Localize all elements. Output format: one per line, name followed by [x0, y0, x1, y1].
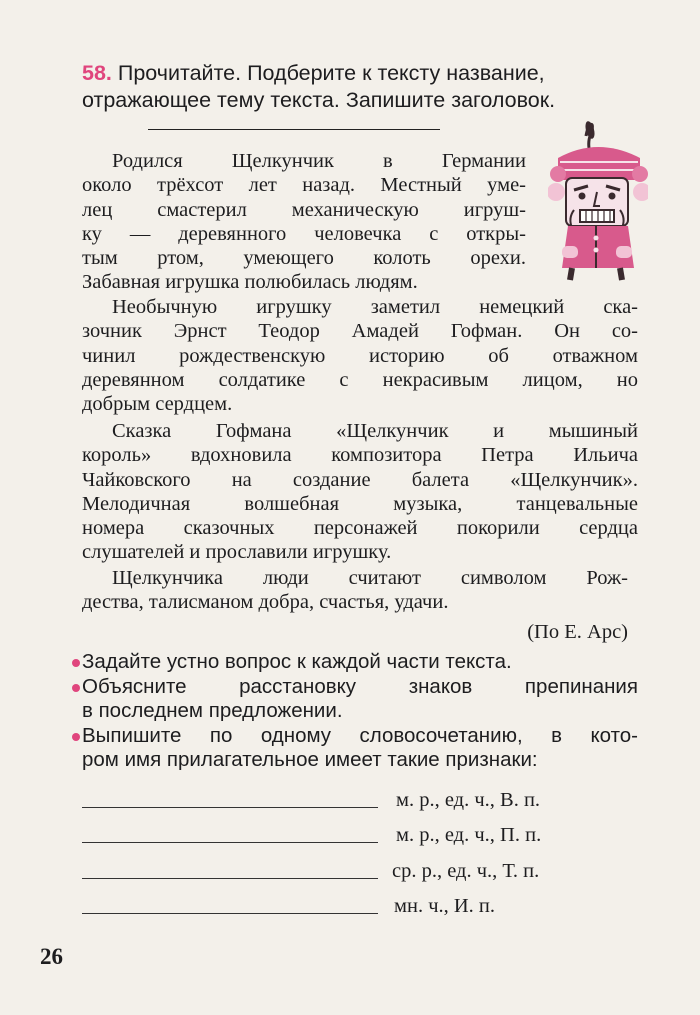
task-item: [82, 724, 638, 773]
text-line: около трёхсот лет назад. Местный уме-: [82, 174, 526, 197]
text-line: Щелкунчика люди считают символом Рож-: [112, 567, 628, 589]
page-number: 26: [40, 944, 63, 969]
text-line: чинил рождественскую историю об отважном: [82, 344, 638, 367]
instruction-line-1: Прочитайте. Подберите к тексту название,: [117, 61, 545, 85]
text-line: Сказка Гофмана «Щелкунчик и мышиный: [112, 420, 638, 442]
bullet-icon: [72, 733, 80, 741]
answer-blank[interactable]: [82, 913, 378, 914]
text-line: Мелодичная волшебная музыка, танцевальные: [82, 492, 638, 515]
paragraph-1: [82, 149, 526, 295]
answer-blank[interactable]: [82, 807, 378, 808]
answer-blank[interactable]: [82, 878, 378, 879]
text-line: тым ртом, умеющего колоть орехи.: [82, 247, 526, 270]
grammar-features: ср. р., ед. ч., Т. п.: [392, 860, 540, 882]
task-line: Выпишите по одному словосочетанию, в кото-: [82, 723, 638, 747]
bullet-icon: [72, 684, 80, 692]
task-item: [82, 650, 638, 675]
text-line: ку — деревянного человечка с откры-: [82, 222, 526, 245]
task-line: в последнем предложении.: [82, 699, 343, 722]
text-line: король» вдохновила композитора Петра Ильича: [82, 444, 638, 467]
text-line: слушателей и прославили игрушку.: [82, 541, 392, 564]
paragraph-3: [82, 419, 638, 565]
task-list: [82, 650, 638, 773]
text-line: деревянном солдатике с некрасивым лицом, но: [82, 368, 638, 391]
task-line: Объясните расстановку знаков препинания: [82, 674, 638, 698]
text-line: зочник Эрнст Теодор Амадей Гофман. Он со-: [82, 320, 638, 343]
author-attribution: (По Е. Арс): [527, 621, 628, 643]
text-line: Чайковского на создание балета «Щелкунчик».: [82, 468, 638, 491]
instruction-line-2: отражающее тему текста. Запишите заголовок.: [82, 88, 556, 112]
text-line: Необычную игрушку заметил немецкий ска-: [112, 296, 638, 318]
exercise-number: 58.: [82, 61, 112, 85]
paragraph-4: [82, 566, 628, 615]
task-line: ром имя прилагательное имеет такие признаки:: [82, 748, 538, 771]
text-line: номера сказочных персонажей покорили сердца: [82, 517, 638, 540]
text-line: Родился Щелкунчик в Германии: [112, 150, 526, 172]
text-line: добрым сердцем.: [82, 393, 233, 416]
answer-blank[interactable]: [82, 842, 378, 843]
text-line: Забавная игрушка полюбилась людям.: [82, 271, 418, 294]
grammar-features: м. р., ед. ч., П. п.: [396, 824, 542, 846]
task-item: [82, 675, 638, 724]
exercise-header: [82, 60, 642, 114]
task-line: Задайте устно вопрос к каждой части текста.: [82, 650, 512, 673]
grammar-features: м. р., ед. ч., В. п.: [396, 789, 541, 811]
text-line: лец смастерил механическую игруш-: [82, 198, 526, 221]
text-line: дества, талисманом добра, счастья, удачи.: [82, 591, 449, 614]
paragraph-2: [82, 295, 638, 416]
title-answer-line[interactable]: [148, 129, 440, 130]
nutcracker-icon: [548, 118, 648, 283]
grammar-features: мн. ч., И. п.: [394, 895, 496, 917]
bullet-icon: [72, 659, 80, 667]
